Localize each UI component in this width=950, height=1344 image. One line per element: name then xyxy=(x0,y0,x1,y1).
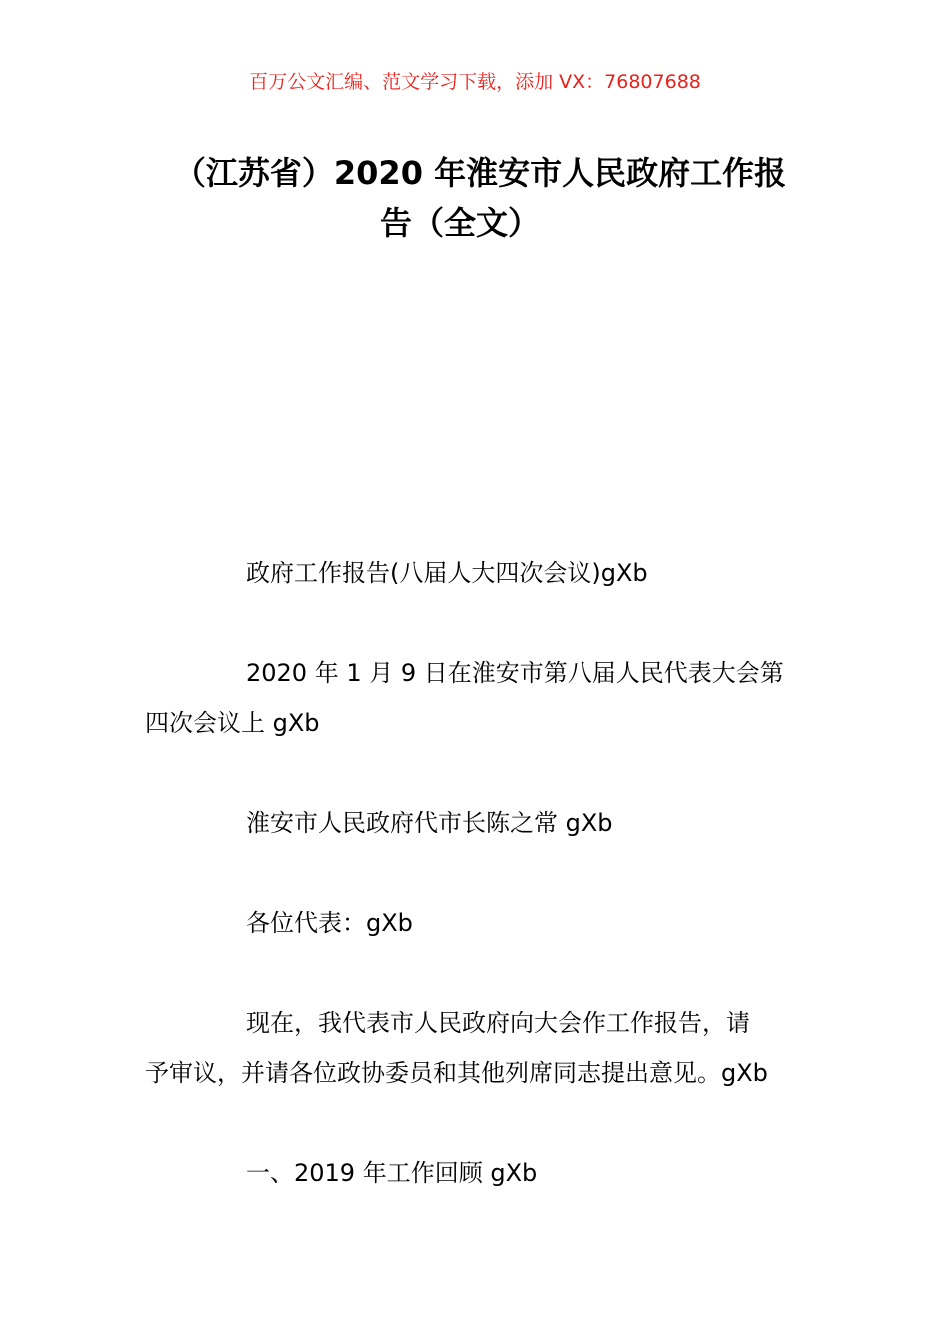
paragraph-mayor: 淮安市人民政府代市长陈之常 gXb xyxy=(246,809,613,837)
paragraph-intro-line-2: 予审议，并请各位政协委员和其他列席同志提出意见。gXb xyxy=(145,1059,768,1087)
document-title xyxy=(140,148,820,248)
section-heading-review: 一、2019 年工作回顾 gXb xyxy=(246,1159,538,1187)
paragraph-salutation: 各位代表：gXb xyxy=(246,909,413,937)
promo-header: 百万公文汇编、范文学习下载，添加 VX：76807688 xyxy=(249,71,701,93)
title-line-1: （江苏省）2020 年淮安市人民政府工作报 xyxy=(173,154,787,192)
paragraph-date-line-2: 四次会议上 gXb xyxy=(145,709,320,737)
paragraph-date-line-1: 2020 年 1 月 9 日在淮安市第八届人民代表大会第 xyxy=(246,659,784,687)
paragraph-report-session: 政府工作报告(八届人大四次会议)gXb xyxy=(246,559,648,587)
paragraph-intro-line-1: 现在，我代表市人民政府向大会作工作报告，请 xyxy=(246,1009,750,1037)
title-line-2: 告（全文） xyxy=(379,204,540,242)
